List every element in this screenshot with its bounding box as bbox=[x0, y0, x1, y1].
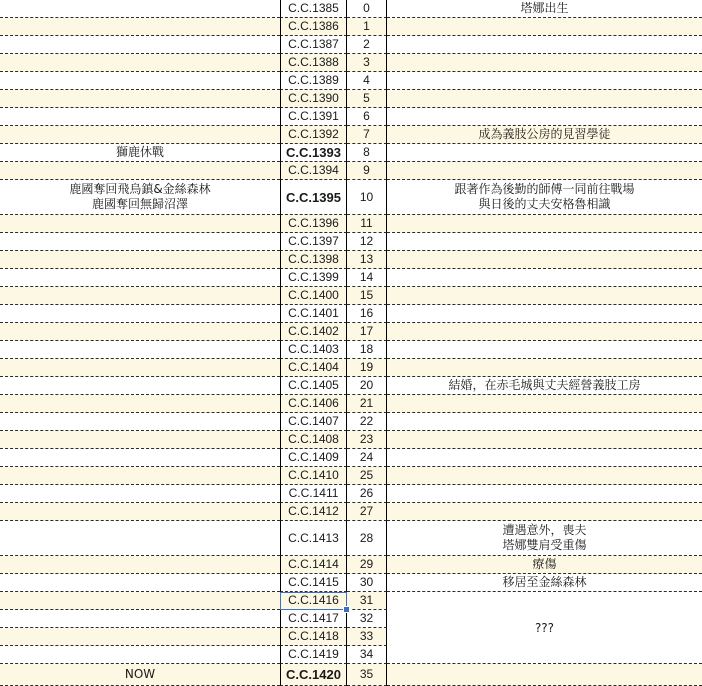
year-cell[interactable]: C.C.1419 bbox=[280, 646, 347, 664]
year-cell[interactable]: C.C.1388 bbox=[280, 54, 347, 72]
age-cell[interactable]: 10 bbox=[347, 180, 387, 215]
event-cell[interactable] bbox=[0, 126, 280, 144]
year-cell[interactable]: C.C.1408 bbox=[280, 431, 347, 449]
table-row bbox=[0, 521, 702, 556]
table-row bbox=[0, 323, 702, 341]
table-row bbox=[0, 233, 702, 251]
year-cell[interactable]: C.C.1417 bbox=[280, 610, 347, 628]
note-cell[interactable] bbox=[387, 467, 702, 485]
table-row bbox=[0, 215, 702, 233]
age-cell[interactable]: 4 bbox=[347, 72, 387, 90]
year-cell[interactable]: C.C.1413 bbox=[280, 521, 347, 556]
age-cell[interactable]: 16 bbox=[347, 305, 387, 323]
event-cell[interactable] bbox=[0, 18, 280, 36]
table-row bbox=[0, 72, 702, 90]
event-cell[interactable] bbox=[0, 467, 280, 485]
year-cell[interactable]: C.C.1387 bbox=[280, 36, 347, 54]
table-row bbox=[0, 269, 702, 287]
age-cell[interactable]: 31 bbox=[347, 592, 387, 610]
year-cell[interactable]: C.C.1420 bbox=[280, 664, 347, 686]
age-cell[interactable]: 6 bbox=[347, 108, 387, 126]
year-cell[interactable]: C.C.1403 bbox=[280, 341, 347, 359]
year-cell[interactable]: C.C.1409 bbox=[280, 449, 347, 467]
note-cell[interactable] bbox=[387, 18, 702, 36]
table-row bbox=[0, 377, 702, 395]
table-row bbox=[0, 467, 702, 485]
note-cell[interactable] bbox=[387, 54, 702, 72]
event-cell[interactable] bbox=[0, 269, 280, 287]
table-row bbox=[0, 287, 702, 305]
table-row bbox=[0, 449, 702, 467]
year-cell[interactable]: C.C.1404 bbox=[280, 359, 347, 377]
age-cell[interactable]: 5 bbox=[347, 90, 387, 108]
year-cell[interactable]: C.C.1411 bbox=[280, 485, 347, 503]
year-cell[interactable]: C.C.1401 bbox=[280, 305, 347, 323]
note-cell[interactable]: 遭遇意外，喪夫 塔娜雙肩受重傷 bbox=[387, 521, 702, 556]
table-row bbox=[0, 90, 702, 108]
note-cell[interactable] bbox=[387, 215, 702, 233]
event-cell[interactable] bbox=[0, 377, 280, 395]
note-cell[interactable] bbox=[387, 431, 702, 449]
event-cell[interactable] bbox=[0, 359, 280, 377]
table-row bbox=[0, 556, 702, 574]
note-cell[interactable] bbox=[387, 485, 702, 503]
year-cell[interactable]: C.C.1385 bbox=[280, 0, 347, 18]
age-cell[interactable]: 13 bbox=[347, 251, 387, 269]
year-cell[interactable]: C.C.1386 bbox=[280, 18, 347, 36]
event-cell[interactable] bbox=[0, 574, 280, 592]
age-cell[interactable]: 22 bbox=[347, 413, 387, 431]
event-cell[interactable] bbox=[0, 162, 280, 180]
event-cell[interactable] bbox=[0, 341, 280, 359]
age-cell[interactable]: 2 bbox=[347, 36, 387, 54]
event-cell[interactable] bbox=[0, 108, 280, 126]
event-cell[interactable] bbox=[0, 646, 280, 664]
age-cell[interactable]: 7 bbox=[347, 126, 387, 144]
event-cell[interactable]: 獅鹿休戰 bbox=[0, 144, 280, 162]
year-cell[interactable]: C.C.1390 bbox=[280, 90, 347, 108]
note-cell[interactable]: 療傷 bbox=[387, 556, 702, 574]
age-cell[interactable]: 20 bbox=[347, 377, 387, 395]
age-cell[interactable]: 33 bbox=[347, 628, 387, 646]
event-cell[interactable] bbox=[0, 449, 280, 467]
note-cell[interactable] bbox=[387, 144, 702, 162]
event-cell[interactable] bbox=[0, 628, 280, 646]
table-row bbox=[0, 395, 702, 413]
age-cell[interactable]: 29 bbox=[347, 556, 387, 574]
event-cell[interactable] bbox=[0, 323, 280, 341]
table-row bbox=[0, 431, 702, 449]
note-cell[interactable] bbox=[387, 108, 702, 126]
table-row bbox=[0, 144, 702, 162]
age-cell[interactable]: 25 bbox=[347, 467, 387, 485]
age-cell[interactable]: 8 bbox=[347, 144, 387, 162]
event-cell[interactable] bbox=[0, 215, 280, 233]
age-cell[interactable]: 19 bbox=[347, 359, 387, 377]
table-row bbox=[0, 108, 702, 126]
age-cell[interactable]: 0 bbox=[347, 0, 387, 18]
year-cell[interactable]: C.C.1397 bbox=[280, 233, 347, 251]
note-cell[interactable] bbox=[387, 413, 702, 431]
age-cell[interactable]: 15 bbox=[347, 287, 387, 305]
event-cell[interactable] bbox=[0, 287, 280, 305]
year-cell[interactable]: C.C.1415 bbox=[280, 574, 347, 592]
note-cell[interactable] bbox=[387, 323, 702, 341]
event-cell[interactable] bbox=[0, 305, 280, 323]
age-cell[interactable]: 35 bbox=[347, 664, 387, 686]
age-cell[interactable]: 32 bbox=[347, 610, 387, 628]
age-cell[interactable]: 23 bbox=[347, 431, 387, 449]
event-cell[interactable] bbox=[0, 485, 280, 503]
age-cell[interactable]: 14 bbox=[347, 269, 387, 287]
note-cell[interactable] bbox=[387, 449, 702, 467]
event-cell[interactable] bbox=[0, 431, 280, 449]
event-cell[interactable] bbox=[0, 36, 280, 54]
table-row bbox=[0, 18, 702, 36]
event-cell[interactable] bbox=[0, 610, 280, 628]
note-cell[interactable] bbox=[387, 90, 702, 108]
event-cell[interactable] bbox=[0, 413, 280, 431]
year-cell[interactable]: C.C.1402 bbox=[280, 323, 347, 341]
note-cell[interactable] bbox=[387, 72, 702, 90]
note-cell[interactable] bbox=[387, 162, 702, 180]
event-cell[interactable] bbox=[0, 90, 280, 108]
year-cell[interactable]: C.C.1407 bbox=[280, 413, 347, 431]
table-row bbox=[0, 574, 702, 592]
year-cell[interactable]: C.C.1393 bbox=[280, 144, 347, 162]
table-row bbox=[0, 54, 702, 72]
note-cell[interactable]: 移居至金絲森林 bbox=[387, 574, 702, 592]
event-cell[interactable] bbox=[0, 233, 280, 251]
year-cell[interactable]: C.C.1418 bbox=[280, 628, 347, 646]
year-cell[interactable]: C.C.1406 bbox=[280, 395, 347, 413]
table-row bbox=[0, 359, 702, 377]
table-row bbox=[0, 36, 702, 54]
note-cell[interactable] bbox=[387, 305, 702, 323]
note-cell[interactable]: 跟著作為後勤的師傅一同前往戰場 與日後的丈夫安格魯相識 bbox=[387, 180, 702, 215]
table-row bbox=[0, 251, 702, 269]
event-cell[interactable] bbox=[0, 556, 280, 574]
table-row bbox=[0, 305, 702, 323]
event-cell[interactable] bbox=[0, 251, 280, 269]
note-cell[interactable]: 結婚，在赤毛城與丈夫經營義肢工房 bbox=[387, 377, 702, 395]
note-cell[interactable]: 成為義肢公房的見習學徒 bbox=[387, 126, 702, 144]
note-cell[interactable] bbox=[387, 36, 702, 54]
note-cell[interactable] bbox=[387, 233, 702, 251]
year-cell[interactable]: C.C.1389 bbox=[280, 72, 347, 90]
note-cell[interactable] bbox=[387, 251, 702, 269]
table-row bbox=[0, 180, 702, 215]
year-cell[interactable]: C.C.1399 bbox=[280, 269, 347, 287]
age-cell[interactable]: 9 bbox=[347, 162, 387, 180]
year-cell[interactable]: C.C.1391 bbox=[280, 108, 347, 126]
note-cell[interactable] bbox=[387, 269, 702, 287]
age-cell[interactable]: 18 bbox=[347, 341, 387, 359]
year-cell[interactable]: C.C.1414 bbox=[280, 556, 347, 574]
event-cell[interactable]: 鹿國奪回飛烏鎮&金絲森林 鹿國奪回無歸沼澤 bbox=[0, 180, 280, 215]
age-cell[interactable]: 11 bbox=[347, 215, 387, 233]
event-cell[interactable] bbox=[0, 0, 280, 18]
age-cell[interactable]: 21 bbox=[347, 395, 387, 413]
year-cell[interactable]: C.C.1396 bbox=[280, 215, 347, 233]
year-cell[interactable]: C.C.1394 bbox=[280, 162, 347, 180]
table-row bbox=[0, 162, 702, 180]
year-cell[interactable]: C.C.1400 bbox=[280, 287, 347, 305]
year-cell[interactable]: C.C.1395 bbox=[280, 180, 347, 215]
age-cell[interactable]: 27 bbox=[347, 503, 387, 521]
age-cell[interactable]: 34 bbox=[347, 646, 387, 664]
note-cell[interactable] bbox=[387, 341, 702, 359]
note-cell[interactable]: 塔娜出生 bbox=[387, 0, 702, 18]
note-cell[interactable] bbox=[387, 503, 702, 521]
table-row bbox=[0, 341, 702, 359]
age-cell[interactable]: 30 bbox=[347, 574, 387, 592]
year-cell[interactable]: C.C.1410 bbox=[280, 467, 347, 485]
event-cell[interactable]: NOW bbox=[0, 664, 280, 686]
event-cell[interactable] bbox=[0, 503, 280, 521]
table-row bbox=[0, 485, 702, 503]
age-cell[interactable]: 17 bbox=[347, 323, 387, 341]
age-cell[interactable]: 26 bbox=[347, 485, 387, 503]
age-cell[interactable]: 1 bbox=[347, 18, 387, 36]
note-cell[interactable] bbox=[387, 395, 702, 413]
event-cell[interactable] bbox=[0, 72, 280, 90]
table-row bbox=[0, 413, 702, 431]
note-cell[interactable] bbox=[387, 359, 702, 377]
year-cell[interactable]: C.C.1392 bbox=[280, 126, 347, 144]
event-cell[interactable] bbox=[0, 54, 280, 72]
event-cell[interactable] bbox=[0, 521, 280, 556]
table-row bbox=[0, 503, 702, 521]
event-cell[interactable] bbox=[0, 395, 280, 413]
year-cell[interactable]: C.C.1416 bbox=[280, 592, 347, 610]
table-row bbox=[0, 126, 702, 144]
year-cell[interactable]: C.C.1412 bbox=[280, 503, 347, 521]
year-cell[interactable]: C.C.1405 bbox=[280, 377, 347, 395]
year-cell[interactable]: C.C.1398 bbox=[280, 251, 347, 269]
age-cell[interactable]: 28 bbox=[347, 521, 387, 556]
age-cell[interactable]: 3 bbox=[347, 54, 387, 72]
merged-note-cell[interactable]: ??? bbox=[387, 592, 702, 664]
age-cell[interactable]: 24 bbox=[347, 449, 387, 467]
note-cell[interactable] bbox=[387, 287, 702, 305]
table-row bbox=[0, 0, 702, 18]
age-cell[interactable]: 12 bbox=[347, 233, 387, 251]
event-cell[interactable] bbox=[0, 592, 280, 610]
